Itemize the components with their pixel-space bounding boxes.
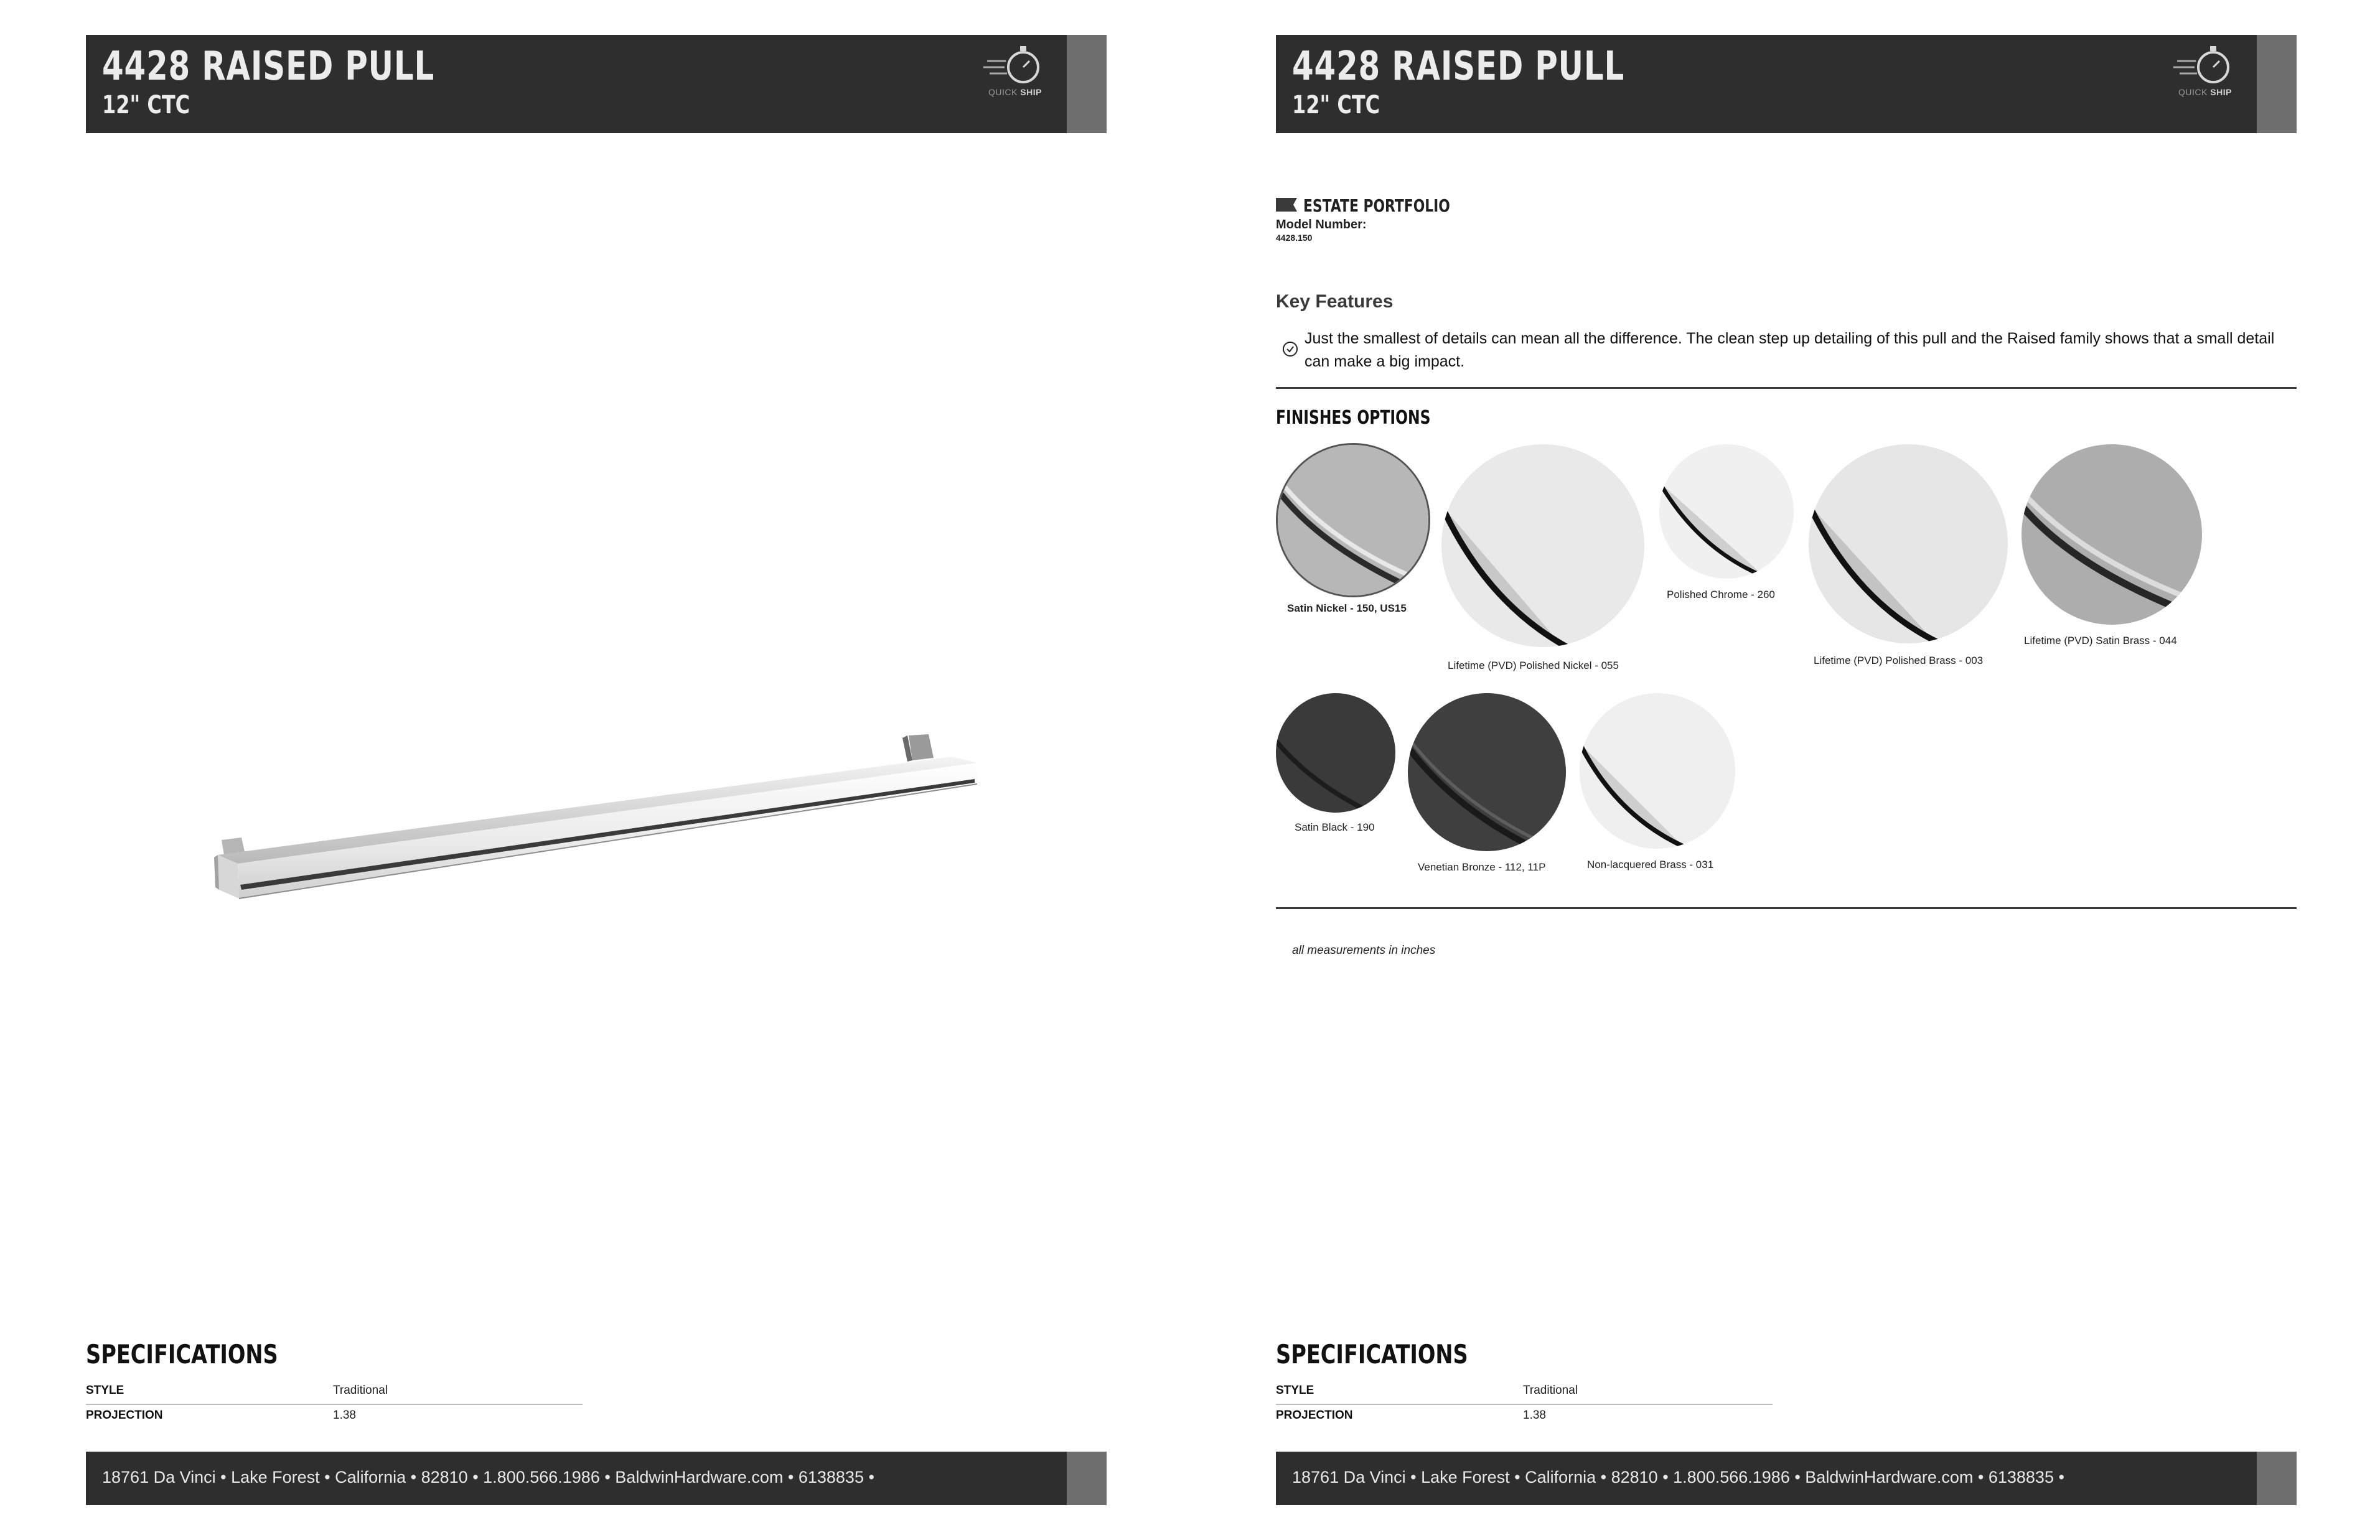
spec-row-style: [1276, 1380, 1773, 1405]
model-number-label: Model Number:: [1276, 218, 1367, 231]
header-accent: [1067, 35, 1107, 133]
finish-label: Non-lacquered Brass - 031: [1587, 859, 1714, 870]
spec-key: STYLE: [86, 1384, 124, 1397]
header-accent: [2257, 35, 2297, 133]
product-image: [205, 722, 990, 908]
finish-label: Satin Nickel - 150, US15: [1287, 602, 1407, 614]
model-number: 4428.150: [1276, 233, 1313, 243]
page-footer: [1276, 1452, 2297, 1505]
badge-text: QUICK: [988, 87, 1018, 97]
footer-text: 18761 Da Vinci • Lake Forest • California • 82810 • 1.800.566.1986 • BaldwinHardware.com • 6138835 •: [102, 1468, 874, 1486]
finish-swatch-polished-chrome: [1659, 444, 1794, 579]
page-header: [1276, 35, 2297, 133]
spec-value: Traditional: [1523, 1384, 1578, 1397]
specifications-title: SPECIFICATIONS: [1276, 1339, 1468, 1370]
product-title: 4428 RAISED PULL: [102, 44, 435, 90]
quick-ship-badge: [2171, 42, 2239, 105]
finish-label: Lifetime (PVD) Polished Nickel - 055: [1448, 660, 1619, 671]
finish-label: Lifetime (PVD) Satin Brass - 044: [2024, 635, 2177, 646]
badge-text-bold: SHIP: [2210, 87, 2232, 97]
finish-swatch-polished-brass: [1809, 444, 2008, 643]
finish-swatch-non-lacquered-brass: [1580, 693, 1735, 849]
badge-text: QUICK: [2178, 87, 2208, 97]
right-page: [1190, 0, 2380, 1540]
check-circle-icon: [1282, 341, 1298, 357]
finish-label: Polished Chrome - 260: [1667, 589, 1775, 600]
stopwatch-icon: [981, 42, 1049, 87]
spec-value: 1.38: [333, 1409, 356, 1422]
divider: [1276, 907, 2297, 909]
spec-key: PROJECTION: [1276, 1409, 1353, 1422]
spec-value: 1.38: [1523, 1409, 1546, 1422]
finish-swatch-satin-brass: [2022, 444, 2202, 625]
finishes-title: FINISHES OPTIONS: [1276, 407, 1431, 429]
footer-accent: [1067, 1452, 1107, 1505]
finish-swatch-polished-nickel: [1441, 444, 1644, 647]
product-subtitle: 12" CTC: [102, 91, 190, 119]
quick-ship-badge: [981, 42, 1049, 105]
page-header: [86, 35, 1107, 133]
divider: [1276, 387, 2297, 389]
measurements-note: all measurements in inches: [1292, 944, 1436, 957]
spec-row-projection: [86, 1405, 583, 1429]
spec-row-projection: [1276, 1405, 1773, 1429]
spec-value: Traditional: [333, 1384, 388, 1397]
finish-swatch-satin-black: [1276, 693, 1395, 813]
specifications-title: SPECIFICATIONS: [86, 1339, 278, 1370]
product-subtitle: 12" CTC: [1292, 91, 1380, 119]
finish-swatch-satin-nickel: [1276, 443, 1430, 597]
spec-key: PROJECTION: [86, 1409, 163, 1422]
finish-label: Lifetime (PVD) Polished Brass - 003: [1814, 655, 1984, 666]
spec-row-style: [86, 1380, 583, 1405]
product-title: 4428 RAISED PULL: [1292, 44, 1625, 90]
flag-icon: [1276, 198, 1297, 212]
finish-swatch-venetian-bronze: [1408, 693, 1566, 851]
footer-accent: [2257, 1452, 2297, 1505]
finish-label: Venetian Bronze - 112, 11P: [1418, 861, 1546, 873]
spec-key: STYLE: [1276, 1384, 1314, 1397]
key-features-title: Key Features: [1276, 291, 1394, 312]
stopwatch-icon: [2171, 42, 2239, 87]
badge-text-bold: SHIP: [1020, 87, 1042, 97]
footer-text: 18761 Da Vinci • Lake Forest • California • 82810 • 1.800.566.1986 • BaldwinHardware.com • 6138835 •: [1292, 1468, 2064, 1486]
page-footer: [86, 1452, 1107, 1505]
finish-label: Satin Black - 190: [1295, 821, 1375, 833]
collection-name: ESTATE PORTFOLIO: [1303, 195, 1450, 216]
key-feature-item: Just the smallest of details can mean all the difference. The clean step up detailing of this pull and the Raised family shows that a small detail can make a big impact.: [1305, 330, 2275, 370]
